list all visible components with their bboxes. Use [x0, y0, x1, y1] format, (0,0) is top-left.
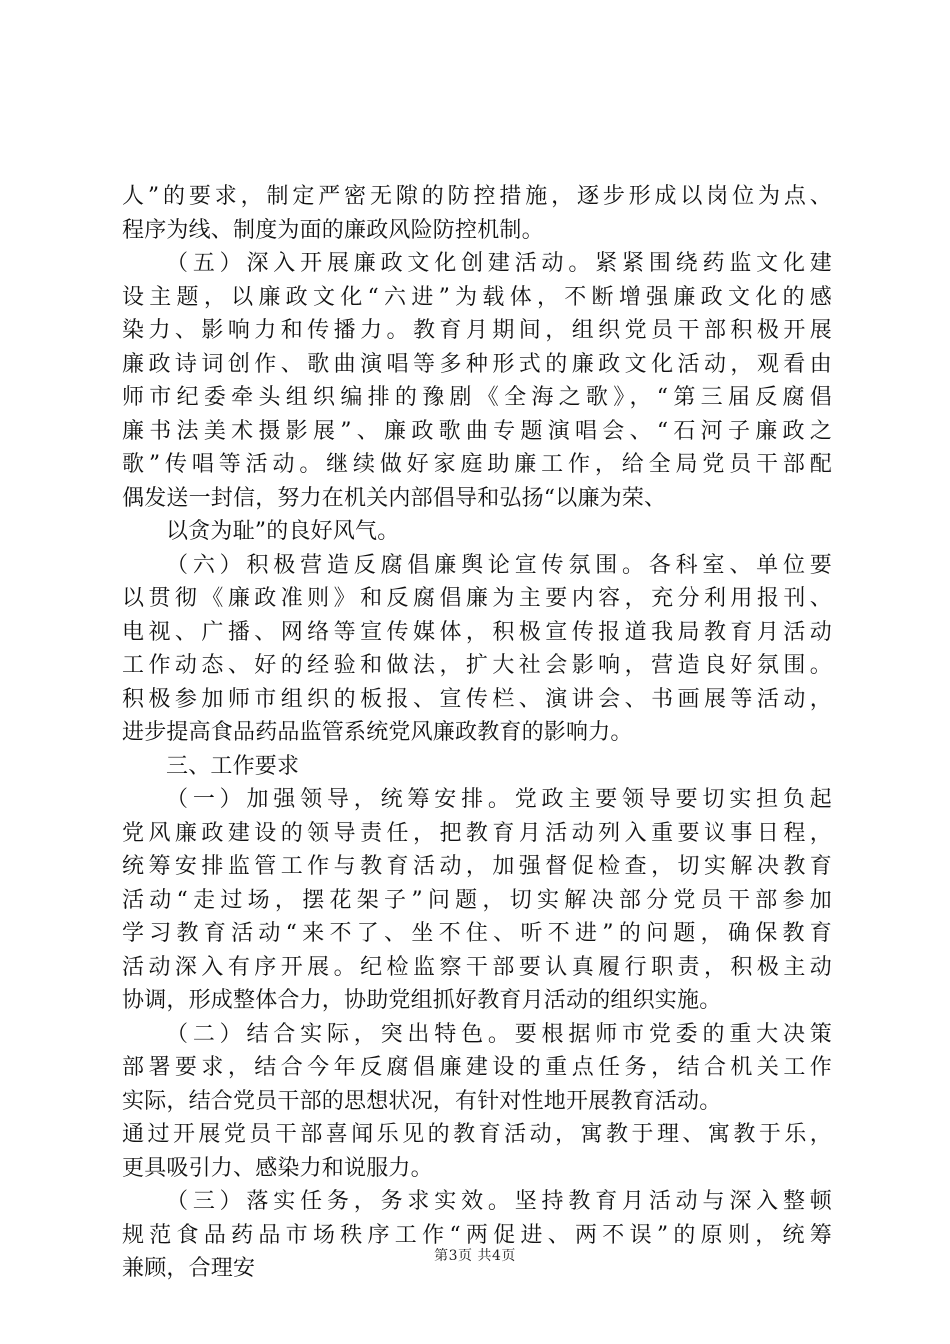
- text-line: 师市纪委牵头组织编排的豫剧《全海之歌》，“第三届反腐倡: [122, 385, 832, 410]
- section-heading-6: （六）积极营造反腐倡廉舆论宣传氛围。各科室、单位要: [166, 552, 832, 578]
- text-line: 廉政诗词创作、歌曲演唱等多种形式的廉政文化活动，观看由: [122, 351, 832, 377]
- text-line: 活动深入有序开展。纪检监察干部要认真履行职责，积极主动: [122, 954, 832, 980]
- section-heading-3: （三）落实任务，务求实效。坚持教育月活动与深入整顿: [166, 1189, 832, 1214]
- page-number-footer: 第3页 共4页: [434, 1248, 516, 1264]
- text-line: 统筹安排监管工作与教育活动，加强督促检查，切实解决教育: [122, 854, 832, 879]
- text-line: 学习教育活动“来不了、坐不住、听不进”的问题，确保教育: [122, 921, 832, 946]
- text-line: 党风廉政建设的领导责任，把教育月活动列入重要议事日程，: [122, 820, 832, 846]
- text-line: 活动“走过场，摆花架子”问题，切实解决部分党员干部参加: [122, 887, 832, 913]
- text-line: 进步提高食品药品监管系统党风廉政教育的影响力。: [122, 720, 633, 745]
- text-line: 以贯彻《廉政准则》和反腐倡廉为主要内容，充分利用报刊、: [122, 586, 832, 611]
- text-line: 设主题，以廉政文化“六进”为载体，不断增强廉政文化的感: [122, 284, 832, 310]
- text-line: 歌”传唱等活动。继续做好家庭助廉工作，给全局党员干部配: [122, 452, 832, 477]
- text-line: 人”的要求，制定严密无隙的防控措施，逐步形成以岗位为点、: [122, 184, 832, 209]
- chapter-heading-3: 三、工作要求: [166, 753, 300, 779]
- text-line: 程序为线、制度为面的廉政风险防控机制。: [122, 217, 544, 243]
- text-line: 染力、影响力和传播力。教育月期间，组织党员干部积极开展: [122, 318, 832, 343]
- text-line: 积极参加师市组织的板报、宣传栏、演讲会、书画展等活动，: [122, 686, 832, 712]
- text-line: 兼顾，合理安: [122, 1256, 256, 1281]
- section-heading-2: （二）结合实际，突出特色。要根据师市党委的重大决策: [166, 1021, 832, 1047]
- text-line: 协调，形成整体合力，协助党组抓好教育月活动的组织实施。: [122, 988, 722, 1013]
- text-line: 实际，结合党员干部的思想状况，有针对性地开展教育活动。: [122, 1088, 722, 1114]
- section-heading-5: （五）深入开展廉政文化创建活动。紧紧围绕药监文化建: [166, 251, 832, 276]
- text-line: 部署要求，结合今年反腐倡廉建设的重点任务，结合机关工作: [122, 1055, 832, 1080]
- text-line: 电视、广播、网络等宣传媒体，积极宣传报道我局教育月活动: [122, 619, 832, 645]
- text-line: 更具吸引力、感染力和说服力。: [122, 1155, 433, 1181]
- text-line: 廉书法美术摄影展”、廉政歌曲专题演唱会、“石河子廉政之: [122, 418, 832, 444]
- section-heading-1: （一）加强领导，统筹安排。党政主要领导要切实担负起: [166, 787, 832, 812]
- text-line: 通过开展党员干部喜闻乐见的教育活动，寓教于理、寓教于乐，: [122, 1122, 832, 1147]
- text-line: 工作动态、好的经验和做法，扩大社会影响，营造良好氛围。: [122, 653, 832, 678]
- text-line: 规范食品药品市场秩序工作“两促进、两不误”的原则，统筹: [122, 1222, 832, 1248]
- text-line: 以贪为耻”的良好风气。: [166, 519, 400, 544]
- text-line: 偶发送一封信，努力在机关内部倡导和弘扬“以廉为荣、: [122, 485, 667, 511]
- document-body: [122, 180, 832, 1286]
